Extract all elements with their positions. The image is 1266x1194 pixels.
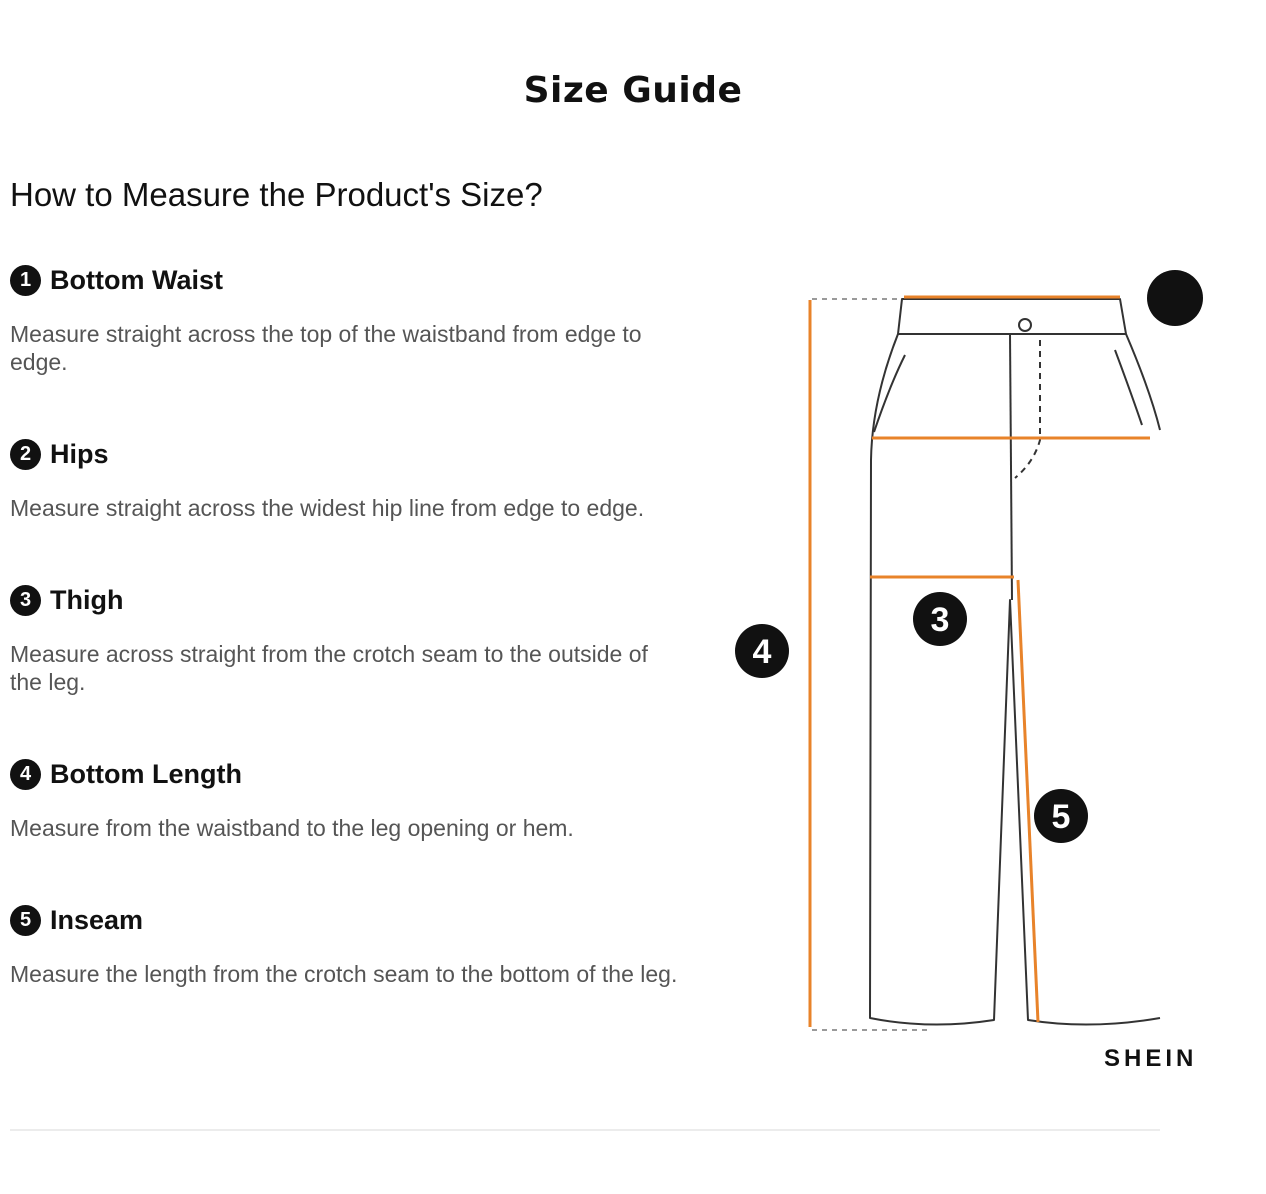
marker-label: 5: [1051, 798, 1071, 836]
fly-stitch: [1015, 340, 1040, 478]
measurement-title: Bottom Length: [50, 758, 242, 789]
button-icon: [1019, 319, 1031, 331]
marker-label: 4: [752, 633, 772, 671]
measurement-description: Measure across straight from the crotch seam to the outside of the leg.: [10, 641, 648, 695]
inseam-line: [1018, 580, 1038, 1022]
marker-5: [1034, 789, 1088, 843]
section-heading: How to Measure the Product's Size?: [10, 176, 543, 213]
measurement-description: Measure from the waistband to the leg opening or hem.: [10, 815, 574, 841]
measurement-item-bottom-length: [10, 758, 690, 842]
brand-logo-container: [1104, 1045, 1198, 1075]
section-heading-container: [10, 176, 710, 213]
pants-outline: [870, 299, 1160, 1025]
number-badge: 2: [10, 439, 41, 470]
measurement-title: Thigh: [50, 584, 124, 615]
marker-label: 3: [930, 601, 950, 639]
number-badge: 3: [10, 585, 41, 616]
measurement-item-bottom-waist: [10, 264, 690, 376]
measurement-description: Measure the length from the crotch seam to the bottom of the leg.: [10, 961, 678, 987]
page-title: Size Guide: [523, 70, 743, 111]
marker-4: [735, 624, 789, 678]
measurement-title: Inseam: [50, 904, 144, 935]
marker-1-partial: [1147, 270, 1203, 326]
number-badge: 1: [10, 265, 41, 296]
pants-measurement-diagram: [700, 270, 1160, 1040]
number-badge: 5: [10, 905, 41, 936]
marker-3: [913, 592, 967, 646]
measurement-description: Measure straight across the widest hip line from edge to edge.: [10, 495, 645, 521]
brand-logo: SHEIN: [1104, 1045, 1198, 1072]
measurement-title: Bottom Waist: [50, 264, 223, 295]
measurement-item-inseam: [10, 904, 690, 988]
measurement-item-thigh: [10, 584, 690, 696]
measurement-description: Measure straight across the top of the waistband from edge to edge.: [10, 321, 642, 375]
measurement-lines: [810, 297, 1150, 1027]
measurement-item-hips: [10, 438, 690, 522]
bottom-divider: [10, 1129, 1160, 1131]
number-badge: 4: [10, 759, 41, 790]
measurement-title: Hips: [50, 438, 109, 469]
